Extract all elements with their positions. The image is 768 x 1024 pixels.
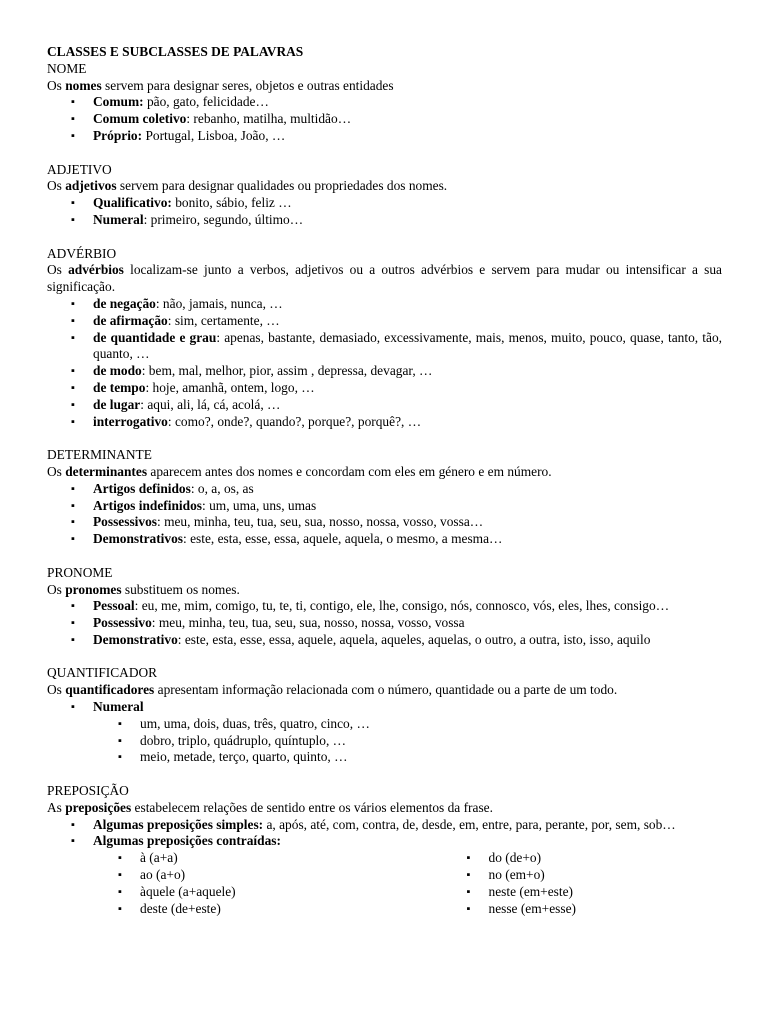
item-list xyxy=(47,296,722,430)
list-item: ▪ Comum coletivo: rebanho, matilha, multidão… xyxy=(47,111,722,128)
sub-list-item: ▪ à (a+a) xyxy=(47,850,385,867)
list-item: ▪ Artigos indefinidos: um, uma, uns, umas xyxy=(47,498,722,515)
section-determinante xyxy=(47,447,722,548)
section-intro: Os pronomes substituem os nomes. xyxy=(47,581,240,597)
list-item: ▪ Possessivo: meu, minha, teu, tua, seu, sua, nosso, nossa, vosso, vossa xyxy=(47,615,722,632)
section-quantificador xyxy=(47,665,722,766)
list-item: ▪ Numeral xyxy=(47,699,722,716)
list-item: ▪ de negação: não, jamais, nunca, … xyxy=(47,296,722,313)
sub-list-item: ▪ do (de+o) xyxy=(385,850,723,867)
list-item: ▪ Possessivos: meu, minha, teu, tua, seu, sua, nosso, nossa, vosso, vossa… xyxy=(47,514,722,531)
section-adjetivo xyxy=(47,162,722,229)
list-item: ▪ Demonstrativos: este, esta, esse, essa, aquele, aquela, o mesmo, a mesma… xyxy=(47,531,722,548)
item-list xyxy=(47,481,722,548)
contractions-columns xyxy=(47,850,722,917)
sub-list-item: ▪ meio, metade, terço, quarto, quinto, … xyxy=(47,749,722,766)
sub-list-item: ▪ deste (de+este) xyxy=(47,901,385,918)
section-intro: Os determinantes aparecem antes dos nomes e concordam com eles em género e em número. xyxy=(47,463,552,479)
sub-list-item: ▪ neste (em+este) xyxy=(385,884,723,901)
section-intro: Os advérbios localizam-se junto a verbos, adjetivos ou a outros advérbios e servem para mudar ou intensificar a sua significação. xyxy=(47,262,722,295)
section-heading: QUANTIFICADOR xyxy=(47,665,158,681)
section-intro: Os nomes servem para designar seres, objetos e outras entidades xyxy=(47,77,394,93)
document-title: CLASSES E SUBCLASSES DE PALAVRAS xyxy=(47,44,304,59)
list-item: ▪ Comum: pão, gato, felicidade… xyxy=(47,94,722,111)
list-item: ▪ Algumas preposições contraídas: xyxy=(47,833,722,850)
section-heading: NOME xyxy=(47,60,87,76)
list-item: ▪ de afirmação: sim, certamente, … xyxy=(47,313,722,330)
sub-list-item: ▪ àquele (a+aquele) xyxy=(47,884,385,901)
list-item: ▪ interrogativo: como?, onde?, quando?, porque?, porquê?, … xyxy=(47,414,722,431)
list-item: ▪ Algumas preposições simples: a, após, até, com, contra, de, desde, em, entre, para, perante, por, sem, sob… xyxy=(47,817,722,834)
section-intro: Os quantificadores apresentam informação relacionada com o número, quantidade ou a parte de um todo. xyxy=(47,682,618,698)
item-list xyxy=(47,699,722,766)
section-intro: As preposições estabelecem relações de sentido entre os vários elementos da frase. xyxy=(47,799,493,815)
item-list xyxy=(47,817,722,851)
list-item: ▪ Qualificativo: bonito, sábio, feliz … xyxy=(47,195,722,212)
list-item: ▪ Demonstrativo: este, esta, esse, essa, aquele, aquela, aqueles, aquelas, o outro, a outra, isto, isso, aquilo xyxy=(47,632,722,649)
contractions-right xyxy=(385,850,723,917)
list-item: ▪ Artigos definidos: o, a, os, as xyxy=(47,481,722,498)
contractions-left xyxy=(47,850,385,917)
sub-list-item: ▪ um, uma, dois, duas, três, quatro, cinco, … xyxy=(47,716,722,733)
list-item: ▪ de tempo: hoje, amanhã, ontem, logo, … xyxy=(47,380,722,397)
section-heading: PRONOME xyxy=(47,564,113,580)
section-pronome xyxy=(47,565,722,649)
list-item: ▪ de modo: bem, mal, melhor, pior, assim , depressa, devagar, … xyxy=(47,363,722,380)
list-item: ▪ Próprio: Portugal, Lisboa, João, … xyxy=(47,128,722,145)
sub-list-item: ▪ no (em+o) xyxy=(385,867,723,884)
section-heading: DETERMINANTE xyxy=(47,447,152,463)
item-list xyxy=(47,94,722,144)
item-list xyxy=(47,195,722,229)
section-nome xyxy=(47,61,722,145)
section-heading: PREPOSIÇÃO xyxy=(47,783,129,799)
section-preposicao xyxy=(47,783,722,917)
item-list xyxy=(47,598,722,648)
section-adverbio xyxy=(47,246,722,431)
document-page xyxy=(47,44,722,934)
sub-list-item: ▪ dobro, triplo, quádruplo, quíntuplo, … xyxy=(47,733,722,750)
list-item: ▪ Numeral: primeiro, segundo, último… xyxy=(47,212,722,229)
sub-list-item: ▪ ao (a+o) xyxy=(47,867,385,884)
section-heading: ADVÉRBIO xyxy=(47,245,117,261)
list-item: ▪ Pessoal: eu, me, mim, comigo, tu, te, ti, contigo, ele, lhe, consigo, nós, connosco, vós, eles, lhes, consigo… xyxy=(47,598,722,615)
section-intro: Os adjetivos servem para designar qualidades ou propriedades dos nomes. xyxy=(47,178,448,194)
section-heading: ADJETIVO xyxy=(47,161,112,177)
list-item: ▪ de lugar: aqui, ali, lá, cá, acolá, … xyxy=(47,397,722,414)
list-item: ▪ de quantidade e grau: apenas, bastante, demasiado, excessivamente, mais, menos, muito, pouco, quase, tanto, tão, quanto, … xyxy=(47,330,722,364)
sub-list-item: ▪ nesse (em+esse) xyxy=(385,901,723,918)
